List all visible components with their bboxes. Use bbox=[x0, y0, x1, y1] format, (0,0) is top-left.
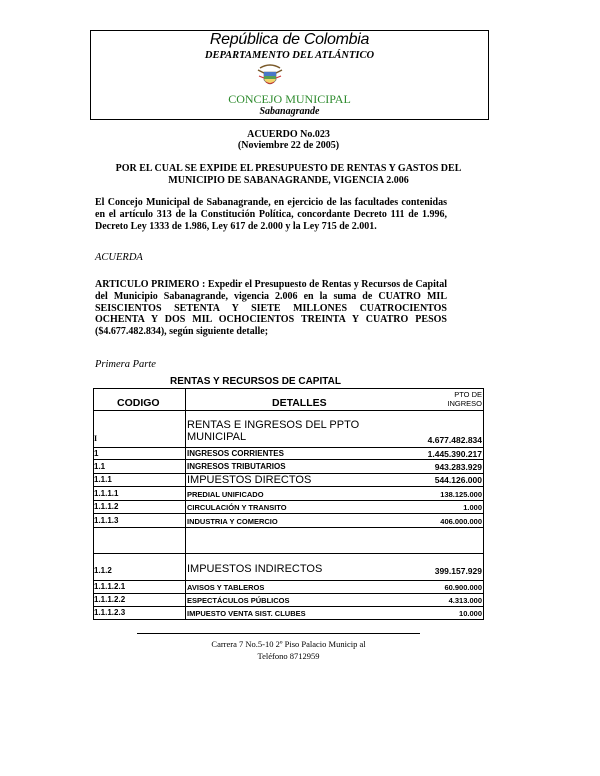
table-row-detail: PREDIAL UNIFICADO bbox=[187, 490, 264, 499]
table-row-amount: 1.000 bbox=[463, 503, 482, 512]
table-row-code: 1.1.1 bbox=[94, 475, 112, 484]
table-row-code: 1.1.1.1 bbox=[94, 489, 119, 498]
table-row-amount: 138.125.000 bbox=[440, 490, 482, 499]
header-amount-line1: PTO DE bbox=[454, 390, 482, 399]
table-row-amount: 4.313.000 bbox=[448, 596, 482, 605]
table-row-code: 1.1.1.2.3 bbox=[94, 608, 126, 617]
department-heading: DEPARTAMENTO DEL ATLÁNTICO bbox=[204, 50, 375, 61]
table-row-detail: MUNICIPAL bbox=[187, 431, 247, 443]
table-title: RENTAS Y RECURSOS DE CAPITAL bbox=[170, 376, 341, 387]
table-row-code: 1.1.1.2.1 bbox=[94, 582, 126, 591]
header-amount-line2: INGRESO bbox=[447, 399, 482, 408]
agreement-title-line2: MUNICIPIO DE SABANAGRANDE, VIGENCIA 2.006 bbox=[168, 175, 409, 186]
table-row-amount: 10.000 bbox=[459, 609, 482, 618]
article-one-paragraph: ARTICULO PRIMERO : Expedir el Presupuesto de Rentas y Recursos de Capital del Municipio Sabanagrande, vigencia 2.006 en la suma de CUATRO MIL SEISCIENTOS SETENTA Y SIETE MILLONES CUATROCIENTOS OCHENTA Y DOS MIL OCHOCIENTOS TREINTA Y CUATRO PESOS ($4.677.482.834), según siguiente detalle; bbox=[95, 279, 447, 338]
agreement-number: ACUERDO No.023 bbox=[247, 129, 330, 140]
council-name: CONCEJO MUNICIPAL bbox=[228, 92, 351, 106]
part-heading: Primera Parte bbox=[95, 359, 156, 370]
table-row-code: 1.1 bbox=[94, 462, 106, 471]
table-row-detail: INGRESOS TRIBUTARIOS bbox=[187, 462, 286, 471]
table-row-code: 1.1.2 bbox=[94, 566, 112, 575]
table-row-code: I bbox=[94, 434, 98, 443]
table-row-detail: INGRESOS CORRIENTES bbox=[187, 449, 284, 458]
table-row-amount: 4.677.482.834 bbox=[427, 435, 482, 445]
footer-divider bbox=[137, 633, 420, 634]
table-row-amount: 406.000.000 bbox=[440, 517, 482, 526]
footer-address: Carrera 7 No.5-10 2º Piso Palacio Municip al bbox=[211, 639, 366, 649]
table-row-detail: AVISOS Y TABLEROS bbox=[187, 583, 265, 592]
coat-of-arms-icon bbox=[256, 64, 284, 90]
table-row-amount: 943.283.929 bbox=[434, 462, 482, 472]
table-row-code: 1.1.1.2 bbox=[94, 502, 119, 511]
letterhead bbox=[90, 30, 489, 120]
table-row-detail: CIRCULACIÓN Y TRANSITO bbox=[187, 503, 287, 512]
table-row-detail: IMPUESTOS INDIRECTOS bbox=[187, 563, 323, 575]
table-row-detail: RENTAS E INGRESOS DEL PPTO bbox=[187, 419, 360, 431]
acuerda-heading: ACUERDA bbox=[95, 252, 143, 263]
table-row-detail: INDUSTRIA Y COMERCIO bbox=[187, 517, 278, 526]
agreement-title-line1: POR EL CUAL SE EXPIDE EL PRESUPUESTO DE RENTAS Y GASTOS DEL bbox=[115, 163, 462, 174]
table-row-amount: 1.445.390.217 bbox=[427, 449, 482, 459]
table-row-detail: IMPUESTO VENTA SIST. CLUBES bbox=[187, 609, 306, 618]
table-row-code: 1.1.1.3 bbox=[94, 516, 119, 525]
table-row-amount: 544.126.000 bbox=[434, 475, 482, 485]
table-row-code: 1 bbox=[94, 449, 99, 458]
header-detalles: DETALLES bbox=[272, 397, 327, 409]
revenue-table bbox=[93, 388, 484, 620]
table-row-code: 1.1.1.2.2 bbox=[94, 595, 126, 604]
table-row-detail: IMPUESTOS DIRECTOS bbox=[187, 474, 312, 486]
table-row-amount: 399.157.929 bbox=[434, 566, 482, 576]
footer-phone: Teléfono 8712959 bbox=[257, 651, 320, 661]
city-name: Sabanagrande bbox=[259, 106, 320, 117]
agreement-date: (Noviembre 22 de 2005) bbox=[237, 140, 340, 151]
table-row-amount: 60.900.000 bbox=[444, 583, 482, 592]
republic-heading: República de Colombia bbox=[209, 31, 370, 48]
header-codigo: CODIGO bbox=[117, 397, 160, 409]
table-row-detail: ESPECTÁCULOS PÚBLICOS bbox=[187, 596, 290, 605]
preamble-paragraph: El Concejo Municipal de Sabanagrande, en ejercicio de las facultades contenidas en el artículo 313 de la Constitución Política, concordante Decreto 111 de 1.996, Decreto Ley 1333 de 1.986, Ley 617 de 2.000 y la Ley 715 de 2.001. bbox=[95, 197, 447, 232]
